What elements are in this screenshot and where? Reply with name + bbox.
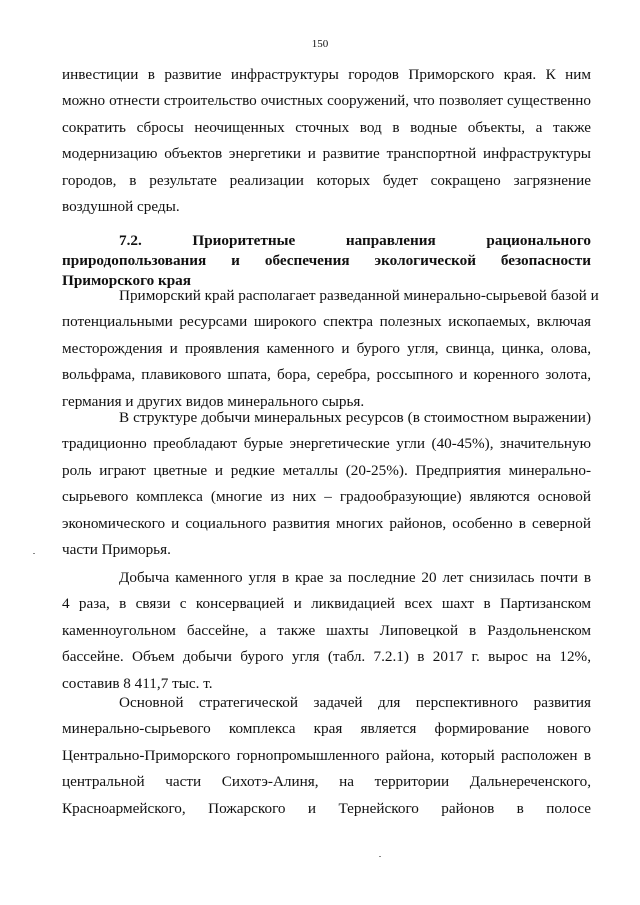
- text-line: В структуре добычи минеральных ресурсов (в стоимостном выражении): [119, 409, 591, 426]
- text-line: модернизацию объектов энергетики и развитие транспортной инфраструктуры: [62, 145, 591, 163]
- scan-speck: [379, 856, 381, 857]
- text-line: сырьевого комплекса (многие из них – градообразующие) являются основой: [62, 488, 591, 506]
- text-line: 4 раза, в связи с консервацией и ликвидацией всех шахт в Партизанском: [62, 595, 591, 613]
- text-line: бассейне. Объем добычи бурого угля (табл. 7.2.1) в 2017 г. вырос на 12%,: [62, 648, 591, 666]
- text-line: составив 8 411,7 тыс. т.: [62, 674, 213, 692]
- text-line: Центрально-Приморского горнопромышленного района, который расположен в: [62, 746, 591, 764]
- text-line: воздушной среды.: [62, 198, 180, 216]
- text-line: сократить сбросы неочищенных сточных вод в водные объекты, а также: [62, 118, 591, 136]
- text-line: части Приморья.: [62, 541, 171, 559]
- page-number: 150: [311, 38, 329, 50]
- text-line: центральной части Сихотэ-Алиня, на территории Дальнереченского,: [62, 773, 591, 791]
- text-line: месторождения и проявления каменного и бурого угля, свинца, цинка, олова,: [62, 339, 591, 357]
- text-line: Основной стратегической задачей для перспективного развития: [119, 694, 591, 711]
- paragraph-extraction-structure: [62, 405, 591, 563]
- text-line: инвестиции в развитие инфраструктуры городов Приморского края. К ним: [62, 66, 591, 83]
- text-line: Приморский край располагает разведанной минерально-сырьевой базой и: [119, 287, 599, 304]
- text-line: традиционно преобладают бурые энергетические угли (40-45%), значительную: [62, 435, 591, 453]
- paragraph-coal-mining: [62, 565, 591, 697]
- text-line: Добыча каменного угля в крае за последние 20 лет снизилась почти в: [119, 569, 591, 586]
- paragraph-continuation: [62, 62, 591, 220]
- text-line: каменноугольном бассейне, а также шахты Липовецкой в Раздольненском: [62, 621, 591, 639]
- section-heading: 7.2. Приоритетные направления рационального природопользования и обеспечения экологической безопасности Приморского края: [62, 232, 591, 289]
- text-line: минерально-сырьевого комплекса края является формирование нового: [62, 720, 591, 738]
- text-line: потенциальными ресурсами широкого спектра полезных ископаемых, включая: [62, 313, 591, 331]
- paragraph-strategic-task: [62, 690, 591, 822]
- text-line: германия и других видов минерального сырья.: [62, 392, 365, 410]
- text-line: можно отнести строительство очистных сооружений, что позволяет существенно: [62, 92, 591, 110]
- text-line: роль играют цветные и редкие металлы (20-25%). Предприятия минерально-: [62, 461, 591, 479]
- text-line: вольфрама, плавикового шпата, бора, серебра, россыпного и коренного золота,: [62, 366, 591, 384]
- text-line: Красноармейского, Пожарского и Тернейского районов в полосе: [62, 799, 591, 817]
- text-line: экономического и социального развития многих районов, особенно в северной: [62, 514, 591, 532]
- scan-speck: [33, 553, 35, 554]
- paragraph-mineral-base: [62, 283, 599, 415]
- text-line: городов, в результате реализации которых будет сокращено загрязнение: [62, 171, 591, 189]
